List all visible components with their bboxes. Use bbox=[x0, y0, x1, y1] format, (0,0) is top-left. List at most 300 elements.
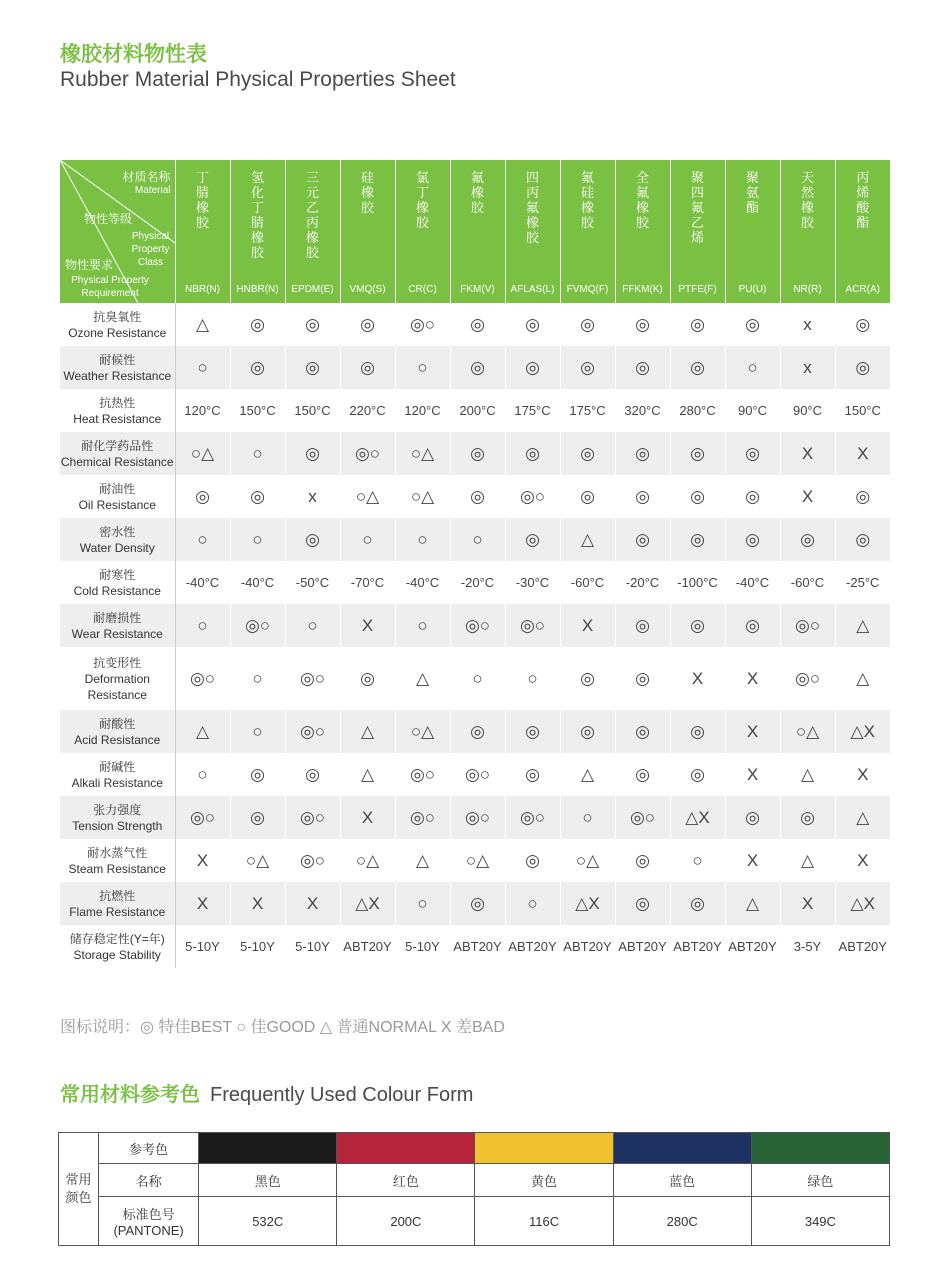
property-label bbox=[60, 518, 175, 561]
material-code: AFLAS(L) bbox=[510, 284, 555, 295]
property-value: ○ bbox=[230, 432, 285, 475]
colour-name-row bbox=[59, 1164, 890, 1197]
property-value: ◎ bbox=[230, 346, 285, 389]
property-row bbox=[60, 561, 890, 604]
corner-material-label: 材质名称 Material bbox=[122, 170, 171, 196]
material-header-2 bbox=[285, 160, 340, 303]
material-name-cn: 四丙氟橡胶 bbox=[525, 170, 539, 245]
property-label-en: Oil Resistance bbox=[78, 497, 156, 512]
property-label-en: Deformation Resistance bbox=[84, 671, 150, 702]
property-value: 5-10Y bbox=[230, 925, 285, 968]
property-value: ◎ bbox=[285, 518, 340, 561]
colour-swatch bbox=[199, 1133, 337, 1164]
property-value: ABT20Y bbox=[450, 925, 505, 968]
colour-name: 蓝色 bbox=[613, 1164, 751, 1197]
property-value: 220°C bbox=[340, 389, 395, 432]
property-row bbox=[60, 839, 890, 882]
property-value: ◎ bbox=[835, 475, 890, 518]
property-value: ◎ bbox=[615, 647, 670, 710]
property-value: ◎ bbox=[505, 518, 560, 561]
material-name-cn: 天然橡胶 bbox=[800, 170, 814, 230]
property-value: ◎ bbox=[615, 753, 670, 796]
colour-code: 116C bbox=[475, 1197, 613, 1246]
property-value: ◎ bbox=[835, 346, 890, 389]
property-value: ◎ bbox=[615, 303, 670, 346]
colour-section-title bbox=[60, 1078, 473, 1107]
property-label bbox=[60, 882, 175, 925]
property-value: ◎ bbox=[670, 518, 725, 561]
property-value: ◎○ bbox=[340, 432, 395, 475]
material-name-cn: 氟硅橡胶 bbox=[580, 170, 594, 230]
property-value: △ bbox=[175, 303, 230, 346]
property-value: ◎○ bbox=[615, 796, 670, 839]
colour-code: 200C bbox=[337, 1197, 475, 1246]
property-value: ◎ bbox=[670, 432, 725, 475]
colour-title-cn: 常用材料参考色 bbox=[60, 1084, 200, 1106]
property-value: ○ bbox=[175, 518, 230, 561]
property-value: ○ bbox=[505, 882, 560, 925]
material-header-10 bbox=[725, 160, 780, 303]
property-label-cn: 耐寒性 bbox=[99, 567, 136, 582]
property-value: ◎○ bbox=[285, 647, 340, 710]
property-value: ABT20Y bbox=[615, 925, 670, 968]
property-value: △X bbox=[835, 882, 890, 925]
material-name-cn: 氢化丁腈橡胶 bbox=[250, 170, 264, 260]
property-value: X bbox=[340, 796, 395, 839]
property-value: ◎○ bbox=[285, 710, 340, 753]
property-value: ○ bbox=[725, 346, 780, 389]
corner-class-cn: 物性等级 bbox=[84, 212, 133, 226]
property-value: 120°C bbox=[395, 389, 450, 432]
property-label-cn: 耐候性 bbox=[99, 352, 136, 367]
material-code: FKM(V) bbox=[460, 284, 495, 295]
property-value: 120°C bbox=[175, 389, 230, 432]
property-value: X bbox=[835, 753, 890, 796]
property-value: X bbox=[780, 475, 835, 518]
material-code: ACR(A) bbox=[845, 284, 880, 295]
property-value: ◎ bbox=[450, 882, 505, 925]
corner-header bbox=[60, 160, 175, 303]
property-value: 5-10Y bbox=[395, 925, 450, 968]
property-label bbox=[60, 839, 175, 882]
property-value: -40°C bbox=[725, 561, 780, 604]
property-value: ◎ bbox=[835, 303, 890, 346]
property-value: △X bbox=[670, 796, 725, 839]
property-value: ○△ bbox=[340, 839, 395, 882]
property-label bbox=[60, 561, 175, 604]
property-value: △ bbox=[835, 604, 890, 647]
property-value: ◎○ bbox=[450, 604, 505, 647]
property-label-en: Flame Resistance bbox=[69, 904, 166, 919]
property-value: ◎ bbox=[560, 432, 615, 475]
properties-body bbox=[60, 303, 890, 968]
property-label-cn: 抗臭氧性 bbox=[93, 309, 142, 324]
material-header-6 bbox=[505, 160, 560, 303]
property-value: △X bbox=[560, 882, 615, 925]
property-label bbox=[60, 604, 175, 647]
property-value: ○ bbox=[230, 518, 285, 561]
property-value: X bbox=[230, 882, 285, 925]
property-value: ◎ bbox=[560, 647, 615, 710]
property-value: △ bbox=[780, 753, 835, 796]
property-value: -20°C bbox=[450, 561, 505, 604]
property-value: 175°C bbox=[560, 389, 615, 432]
property-value: -50°C bbox=[285, 561, 340, 604]
property-value: △ bbox=[780, 839, 835, 882]
property-value: ◎ bbox=[450, 432, 505, 475]
property-value: ABT20Y bbox=[835, 925, 890, 968]
property-label bbox=[60, 796, 175, 839]
material-name-cn: 丁腈橡胶 bbox=[195, 170, 209, 230]
property-value: ◎ bbox=[725, 604, 780, 647]
property-label-en: Steam Resistance bbox=[68, 861, 166, 876]
property-value: 280°C bbox=[670, 389, 725, 432]
property-value: ◎○ bbox=[395, 796, 450, 839]
property-value: ABT20Y bbox=[505, 925, 560, 968]
property-value: ○△ bbox=[175, 432, 230, 475]
property-value: 90°C bbox=[725, 389, 780, 432]
property-label-cn: 耐化学药品性 bbox=[81, 438, 154, 453]
material-header-8 bbox=[615, 160, 670, 303]
property-value: ◎ bbox=[615, 839, 670, 882]
material-name-cn: 氟橡胶 bbox=[470, 170, 484, 215]
property-value: -60°C bbox=[780, 561, 835, 604]
material-header-11 bbox=[780, 160, 835, 303]
property-label-en: Storage Stability bbox=[73, 947, 161, 962]
property-value: 90°C bbox=[780, 389, 835, 432]
property-value: ◎○ bbox=[230, 604, 285, 647]
property-value: X bbox=[670, 647, 725, 710]
property-value: ○△ bbox=[395, 432, 450, 475]
material-name-cn: 三元乙丙橡胶 bbox=[305, 170, 319, 260]
property-value: ◎ bbox=[285, 346, 340, 389]
colour-name: 绿色 bbox=[751, 1164, 889, 1197]
property-value: -30°C bbox=[505, 561, 560, 604]
colour-swatch bbox=[337, 1133, 475, 1164]
property-row bbox=[60, 647, 890, 710]
property-value: △ bbox=[560, 753, 615, 796]
property-label-cn: 耐酸性 bbox=[99, 716, 136, 731]
legend: 图标说明：◎ 特佳BEST ○ 佳GOOD △ 普通NORMAL X 差BAD bbox=[60, 1019, 505, 1036]
property-value: ◎○ bbox=[175, 796, 230, 839]
property-value: ○ bbox=[395, 604, 450, 647]
property-row bbox=[60, 882, 890, 925]
property-value: ◎ bbox=[615, 518, 670, 561]
property-label-cn: 储存稳定性(Y=年) bbox=[69, 931, 165, 946]
property-value: ◎ bbox=[615, 710, 670, 753]
property-label bbox=[60, 647, 175, 710]
colour-code: 280C bbox=[613, 1197, 751, 1246]
property-label bbox=[60, 925, 175, 968]
property-value: X bbox=[725, 647, 780, 710]
property-value: ○△ bbox=[395, 475, 450, 518]
property-value: ◎○ bbox=[505, 604, 560, 647]
colour-swatch bbox=[475, 1133, 613, 1164]
property-value: X bbox=[175, 882, 230, 925]
property-value: ◎ bbox=[725, 303, 780, 346]
property-value: X bbox=[835, 839, 890, 882]
property-value: ◎○ bbox=[395, 753, 450, 796]
property-value: X bbox=[835, 432, 890, 475]
property-value: △ bbox=[560, 518, 615, 561]
property-row bbox=[60, 710, 890, 753]
property-row bbox=[60, 303, 890, 346]
property-label bbox=[60, 389, 175, 432]
property-value: ○ bbox=[230, 647, 285, 710]
property-label bbox=[60, 710, 175, 753]
property-value: -20°C bbox=[615, 561, 670, 604]
property-label-cn: 耐碱性 bbox=[99, 759, 136, 774]
colour-table bbox=[58, 1132, 890, 1246]
material-code: EPDM(E) bbox=[291, 284, 334, 295]
property-row bbox=[60, 796, 890, 839]
property-value: △ bbox=[395, 839, 450, 882]
property-value: ABT20Y bbox=[340, 925, 395, 968]
property-value: ◎ bbox=[450, 475, 505, 518]
property-row bbox=[60, 925, 890, 968]
property-value: ◎○ bbox=[285, 796, 340, 839]
property-value: ◎ bbox=[835, 518, 890, 561]
property-value: ◎ bbox=[670, 346, 725, 389]
property-label-en: Water Density bbox=[79, 540, 155, 555]
property-value: ○ bbox=[395, 882, 450, 925]
material-name-cn: 聚四氟乙烯 bbox=[690, 170, 704, 245]
material-code: NR(R) bbox=[793, 284, 822, 295]
property-value: X bbox=[780, 882, 835, 925]
property-label bbox=[60, 346, 175, 389]
property-label-cn: 密水性 bbox=[99, 524, 136, 539]
property-value: ◎ bbox=[450, 303, 505, 346]
property-value: ◎○ bbox=[505, 475, 560, 518]
material-code: PTFE(F) bbox=[678, 284, 717, 295]
property-value: ◎ bbox=[285, 303, 340, 346]
colour-code-row bbox=[59, 1197, 890, 1246]
property-value: 150°C bbox=[285, 389, 340, 432]
colour-side-label: 常用颜色 bbox=[59, 1133, 99, 1246]
property-value: △ bbox=[395, 647, 450, 710]
material-code: NBR(N) bbox=[185, 284, 220, 295]
property-value: ◎○ bbox=[175, 647, 230, 710]
material-code: VMQ(S) bbox=[349, 284, 386, 295]
property-value: 150°C bbox=[230, 389, 285, 432]
property-label-en: Cold Resistance bbox=[73, 583, 161, 598]
colour-name: 黑色 bbox=[199, 1164, 337, 1197]
property-value: ◎ bbox=[670, 710, 725, 753]
property-value: ◎ bbox=[450, 346, 505, 389]
property-value: X bbox=[725, 753, 780, 796]
property-value: △ bbox=[340, 710, 395, 753]
material-name-cn: 硅橡胶 bbox=[360, 170, 374, 215]
property-value: ◎ bbox=[340, 346, 395, 389]
colour-swatch-row bbox=[59, 1133, 890, 1164]
property-value: ○ bbox=[450, 518, 505, 561]
property-label-en: Chemical Resistance bbox=[60, 454, 174, 469]
property-value: ◎ bbox=[175, 475, 230, 518]
property-value: ◎ bbox=[725, 432, 780, 475]
property-label-en: Wear Resistance bbox=[71, 626, 163, 641]
property-value: X bbox=[725, 710, 780, 753]
property-value: -40°C bbox=[395, 561, 450, 604]
material-code: FVMQ(F) bbox=[566, 284, 609, 295]
property-label-en: Acid Resistance bbox=[74, 732, 161, 747]
property-value: ◎ bbox=[560, 303, 615, 346]
material-header-9 bbox=[670, 160, 725, 303]
property-value: ◎ bbox=[560, 346, 615, 389]
property-value: ◎○ bbox=[285, 839, 340, 882]
property-value: ◎ bbox=[725, 475, 780, 518]
property-value: -70°C bbox=[340, 561, 395, 604]
property-value: ○ bbox=[560, 796, 615, 839]
property-label-cn: 抗热性 bbox=[99, 395, 136, 410]
property-value: ○ bbox=[175, 346, 230, 389]
property-value: △X bbox=[835, 710, 890, 753]
property-value: ◎○ bbox=[780, 604, 835, 647]
property-value: △ bbox=[175, 710, 230, 753]
property-label-cn: 耐油性 bbox=[99, 481, 136, 496]
material-header-0 bbox=[175, 160, 230, 303]
page-title-en: Rubber Material Physical Properties Sheet bbox=[60, 68, 456, 91]
colour-title-en: Frequently Used Colour Form bbox=[210, 1084, 474, 1106]
material-name-cn: 丙烯酸酯 bbox=[856, 170, 870, 230]
material-code: PU(U) bbox=[738, 284, 767, 295]
material-code: HNBR(N) bbox=[236, 284, 279, 295]
property-value: ○ bbox=[285, 604, 340, 647]
property-value: ◎ bbox=[780, 796, 835, 839]
property-value: ◎ bbox=[615, 346, 670, 389]
property-value: ◎ bbox=[670, 303, 725, 346]
corner-req-cn: 物性要求 bbox=[65, 258, 114, 272]
page-title-cn: 橡胶材料物性表 bbox=[60, 43, 207, 66]
colour-code: 532C bbox=[199, 1197, 337, 1246]
property-value: ◎ bbox=[560, 710, 615, 753]
property-value: -25°C bbox=[835, 561, 890, 604]
property-value: ◎ bbox=[670, 882, 725, 925]
property-value: ○△ bbox=[450, 839, 505, 882]
property-value: ○ bbox=[505, 647, 560, 710]
property-value: ○ bbox=[395, 518, 450, 561]
property-value: -40°C bbox=[175, 561, 230, 604]
property-value: ◎ bbox=[615, 882, 670, 925]
corner-req-en: Physical Property Requirement bbox=[71, 275, 149, 299]
property-row bbox=[60, 518, 890, 561]
colour-code: 349C bbox=[751, 1197, 889, 1246]
property-value: ◎○ bbox=[450, 796, 505, 839]
property-value: ◎ bbox=[615, 604, 670, 647]
property-value: X bbox=[560, 604, 615, 647]
property-value: ◎ bbox=[230, 475, 285, 518]
property-value: ◎ bbox=[725, 518, 780, 561]
property-value: ○△ bbox=[230, 839, 285, 882]
property-value: ◎ bbox=[505, 303, 560, 346]
property-value: x bbox=[780, 346, 835, 389]
property-value: x bbox=[780, 303, 835, 346]
material-header-12 bbox=[835, 160, 890, 303]
property-value: ◎ bbox=[285, 753, 340, 796]
property-value: -60°C bbox=[560, 561, 615, 604]
property-value: x bbox=[285, 475, 340, 518]
colour-swatch bbox=[613, 1133, 751, 1164]
property-label-en: Ozone Resistance bbox=[68, 325, 167, 340]
property-value: ◎ bbox=[505, 753, 560, 796]
property-value: ABT20Y bbox=[560, 925, 615, 968]
property-value: ○ bbox=[230, 710, 285, 753]
property-row bbox=[60, 475, 890, 518]
property-label-cn: 抗燃性 bbox=[99, 888, 136, 903]
property-label bbox=[60, 753, 175, 796]
property-value: ◎○ bbox=[505, 796, 560, 839]
property-row bbox=[60, 604, 890, 647]
property-value: 200°C bbox=[450, 389, 505, 432]
property-value: △X bbox=[340, 882, 395, 925]
property-value: ◎ bbox=[780, 518, 835, 561]
property-label-en: Weather Resistance bbox=[63, 368, 172, 383]
property-label-cn: 耐磨损性 bbox=[93, 610, 142, 625]
property-value: ○ bbox=[175, 604, 230, 647]
property-value: ◎ bbox=[230, 753, 285, 796]
material-name-cn: 氯丁橡胶 bbox=[415, 170, 429, 230]
property-value: ◎ bbox=[670, 753, 725, 796]
property-value: X bbox=[780, 432, 835, 475]
property-value: ◎ bbox=[615, 432, 670, 475]
material-name-cn: 聚氨酯 bbox=[745, 170, 759, 215]
property-value: ◎○ bbox=[780, 647, 835, 710]
property-value: ○△ bbox=[780, 710, 835, 753]
corner-class-en: Physical Property Class bbox=[131, 231, 170, 268]
material-code: FFKM(K) bbox=[622, 284, 663, 295]
material-name-cn: 全氟橡胶 bbox=[635, 170, 649, 230]
property-label-cn: 张力强度 bbox=[93, 802, 142, 817]
property-value: 5-10Y bbox=[175, 925, 230, 968]
property-value: -100°C bbox=[670, 561, 725, 604]
property-value: ◎ bbox=[505, 839, 560, 882]
property-value: △ bbox=[835, 796, 890, 839]
property-value: ◎ bbox=[670, 604, 725, 647]
property-value: 320°C bbox=[615, 389, 670, 432]
property-value: △ bbox=[340, 753, 395, 796]
property-value: ○ bbox=[395, 346, 450, 389]
property-value: ◎ bbox=[230, 796, 285, 839]
property-label-en: Alkali Resistance bbox=[71, 775, 163, 790]
material-header-5 bbox=[450, 160, 505, 303]
property-value: ABT20Y bbox=[670, 925, 725, 968]
property-value: 5-10Y bbox=[285, 925, 340, 968]
property-value: 3-5Y bbox=[780, 925, 835, 968]
property-label-cn: 耐水蒸气性 bbox=[87, 845, 148, 860]
property-value: X bbox=[340, 604, 395, 647]
property-value: ◎ bbox=[340, 647, 395, 710]
property-label-en: Heat Resistance bbox=[73, 411, 162, 426]
property-value: ○ bbox=[340, 518, 395, 561]
property-value: ◎ bbox=[505, 432, 560, 475]
property-label-en: Tension Strength bbox=[72, 818, 163, 833]
property-value: ○△ bbox=[340, 475, 395, 518]
property-value: ◎ bbox=[670, 475, 725, 518]
property-value: ◎ bbox=[505, 710, 560, 753]
property-row bbox=[60, 389, 890, 432]
material-code: CR(C) bbox=[408, 284, 437, 295]
property-value: ○△ bbox=[395, 710, 450, 753]
property-value: ◎ bbox=[230, 303, 285, 346]
property-value: X bbox=[175, 839, 230, 882]
property-value: △ bbox=[725, 882, 780, 925]
property-label-cn: 抗变形性 bbox=[93, 655, 142, 670]
property-value: ◎ bbox=[340, 303, 395, 346]
material-header-4 bbox=[395, 160, 450, 303]
property-value: ○ bbox=[450, 647, 505, 710]
property-value: X bbox=[285, 882, 340, 925]
property-value: ◎ bbox=[615, 475, 670, 518]
property-value: ABT20Y bbox=[725, 925, 780, 968]
